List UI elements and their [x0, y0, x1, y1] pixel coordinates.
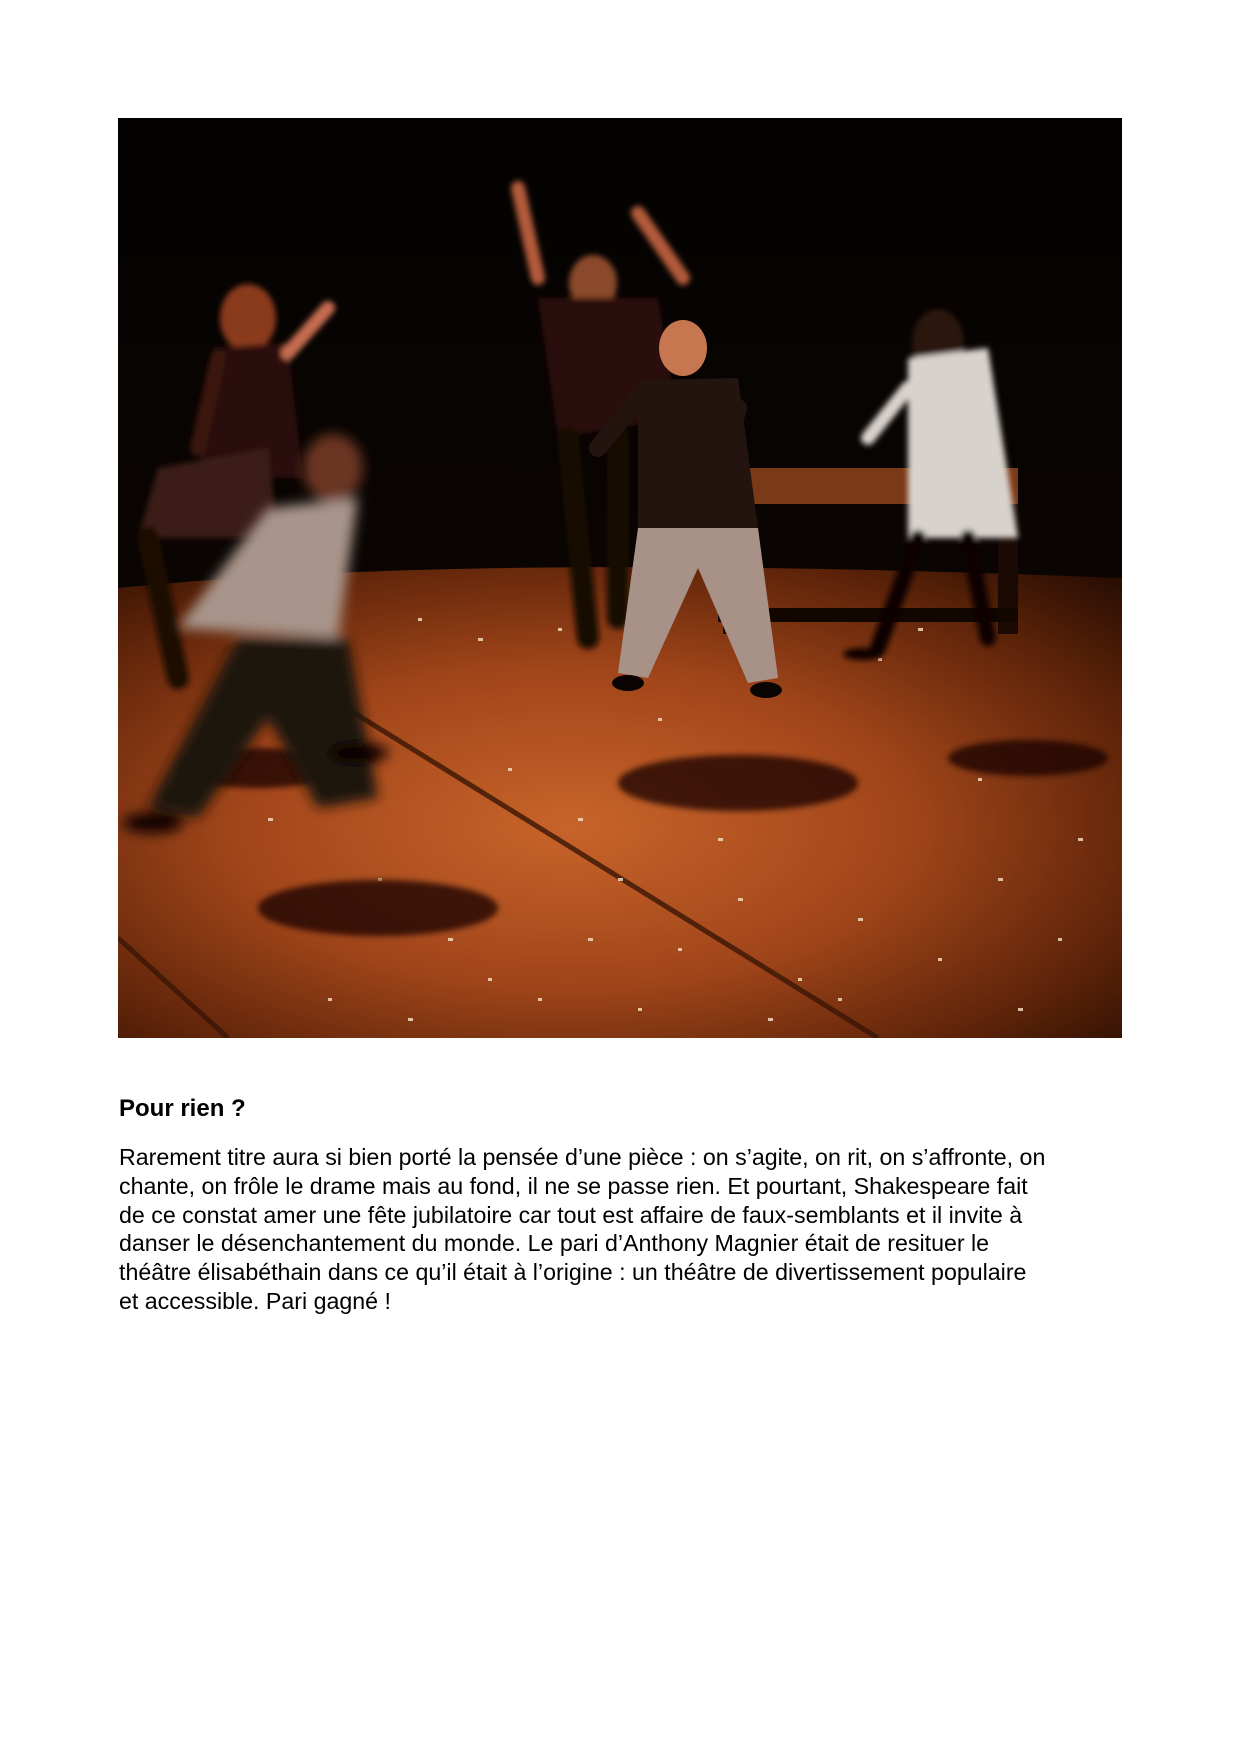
paragraph-line: Rarement titre aura si bien porté la pensée d’une pièce : on s’agite, on rit, on s’affronte, on	[119, 1144, 1046, 1170]
article-heading: Pour rien ?	[119, 1095, 246, 1122]
paragraph-line: danser le désenchantement du monde. Le pari d’Anthony Magnier était de resituer le	[119, 1230, 990, 1257]
stage-photo	[118, 118, 1122, 1038]
article-paragraph	[119, 1143, 1129, 1316]
paragraph-line: de ce constat amer une fête jubilatoire car tout est affaire de faux-semblants et il invite à	[119, 1201, 1023, 1228]
paragraph-line: chante, on frôle le drame mais au fond, il ne se passe rien. Et pourtant, Shakespeare fait	[119, 1172, 1028, 1199]
paragraph-line: théâtre élisabéthain dans ce qu’il était à l’origine : un théâtre de divertissement populaire	[119, 1259, 1027, 1286]
paragraph-line: et accessible. Pari gagné !	[119, 1287, 391, 1314]
